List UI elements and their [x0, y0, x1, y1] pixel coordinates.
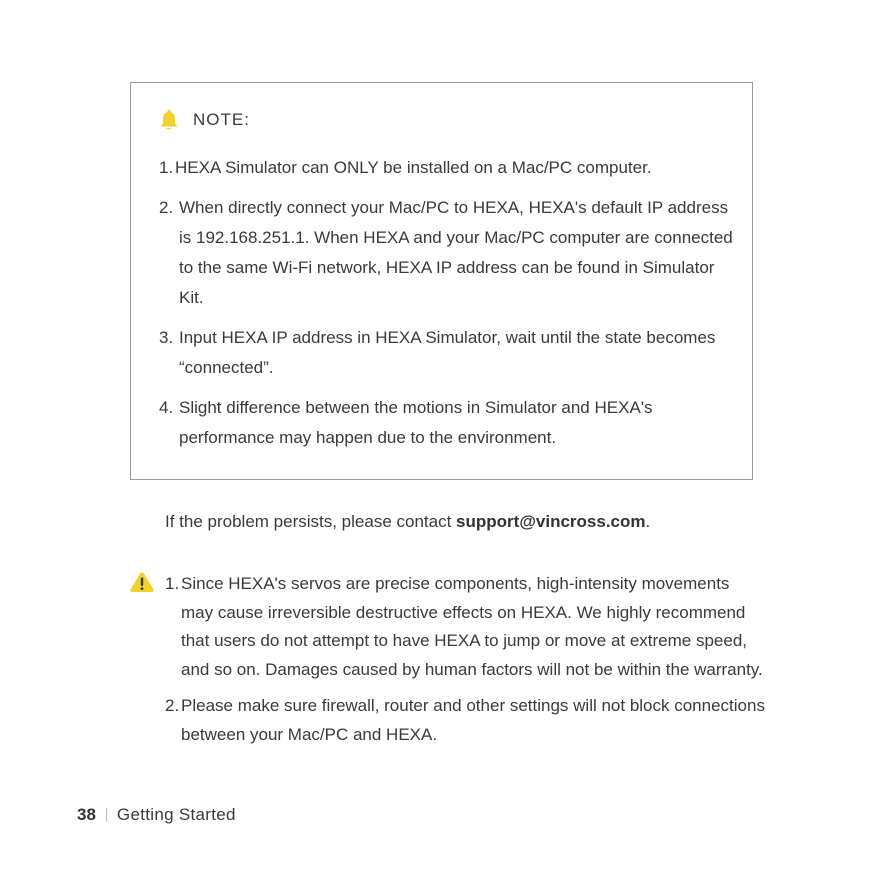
note-item-text: When directly connect your Mac/PC to HEXA, HEXA's default IP address is 192.168.251.1. When HEXA and your Mac/PC computer are connected to the same Wi-Fi network, HEXA IP address can be found in Simulator Kit. [179, 198, 733, 307]
warning-item-number: 1. [165, 574, 180, 593]
note-item [159, 193, 739, 313]
note-item-text: Slight difference between the motions in Simulator and HEXA's performance may happen due to the environment. [179, 398, 653, 447]
warning-item-text: Please make sure firewall, router and other settings will not block connections between your Mac/PC and HEXA. [181, 696, 765, 744]
warning-icon [129, 571, 155, 593]
note-heading [159, 109, 250, 131]
note-item [159, 323, 739, 383]
page-footer [77, 805, 236, 825]
note-item [159, 393, 739, 453]
note-box [130, 82, 753, 480]
note-item-text: Input HEXA IP address in HEXA Simulator, wait until the state becomes “connected”. [179, 328, 716, 377]
note-item-number: 2. [159, 198, 174, 217]
contact-prefix: If the problem persists, please contact [165, 512, 457, 531]
warning-item [165, 570, 765, 684]
warning-list [165, 570, 765, 757]
note-item-text: HEXA Simulator can ONLY be installed on a Mac/PC computer. [175, 158, 652, 177]
note-heading-label: NOTE: [193, 110, 250, 129]
note-item-number: 4. [159, 398, 174, 417]
note-item-number: 3. [159, 328, 174, 347]
contact-line [165, 508, 650, 536]
contact-suffix: . [645, 512, 651, 531]
note-item [159, 153, 739, 183]
warning-item [165, 692, 765, 749]
section-title: Getting Started [116, 805, 236, 824]
page-number: 38 [77, 805, 96, 824]
support-email-link[interactable]: support@vincross.com [456, 512, 646, 531]
note-list [159, 153, 739, 453]
warning-item-number: 2. [165, 696, 180, 715]
bell-icon [159, 109, 179, 131]
footer-divider [106, 808, 107, 822]
note-item-number: 1. [159, 158, 174, 177]
warning-item-text: Since HEXA's servos are precise components, high-intensity movements may cause irreversible destructive effects on HEXA. We highly recommend that users do not attempt to have HEXA to jump or move at extreme speed, and so on. Damages caused by human factors will not be within the warranty. [181, 574, 763, 679]
